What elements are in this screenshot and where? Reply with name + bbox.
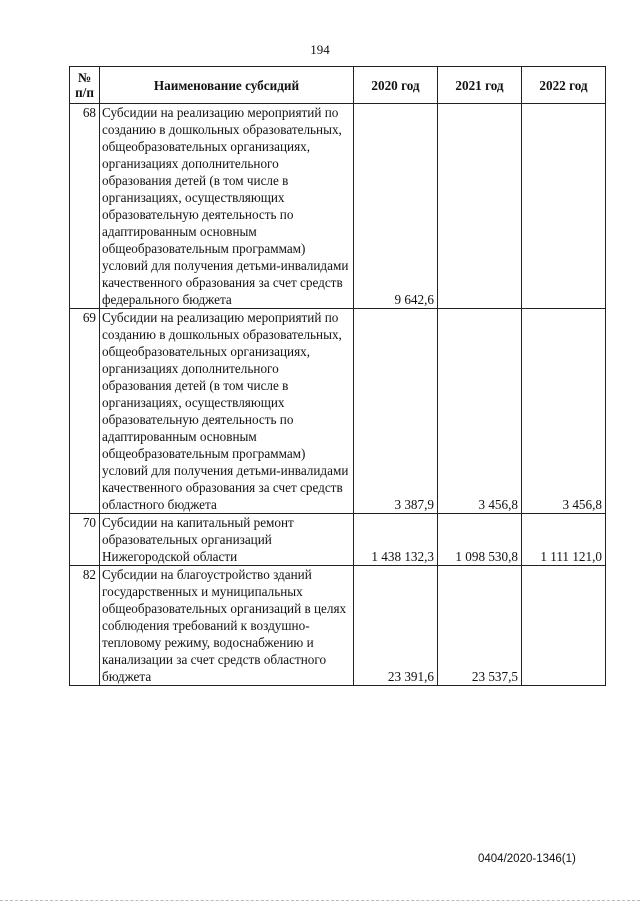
- document-code: 0404/2020-1346(1): [478, 853, 576, 865]
- row-value-2020: 23 391,6: [354, 566, 438, 686]
- scan-edge-line: [0, 900, 640, 901]
- row-number: 82: [70, 566, 100, 686]
- table-row: [70, 104, 606, 309]
- table-header-row: [70, 67, 606, 104]
- page-number: 194: [310, 42, 330, 57]
- table-row: [70, 566, 606, 686]
- row-value-2020: 3 387,9: [354, 309, 438, 514]
- row-number: 70: [70, 514, 100, 566]
- row-value-2022: 3 456,8: [522, 309, 606, 514]
- row-value-2022: [522, 104, 606, 309]
- row-value-2021: 23 537,5: [438, 566, 522, 686]
- row-value-2022: [522, 566, 606, 686]
- row-subsidy-name: Субсидии на реализацию мероприятий по созданию в дошкольных образовательных, общеобразовательных организациях, организациях дополнительного образования детей (в том числе в организациях, осуществляющих образовательную деятельность по адаптированным основным общеобразовательным программам) условий для получения детьми-инвалидами качественного образования за счет средств федерального бюджета: [100, 104, 354, 309]
- row-value-2021: 1 098 530,8: [438, 514, 522, 566]
- row-value-2020: 9 642,6: [354, 104, 438, 309]
- table-row: [70, 514, 606, 566]
- header-2020: 2020 год: [354, 67, 438, 104]
- row-value-2021: 3 456,8: [438, 309, 522, 514]
- row-value-2020: 1 438 132,3: [354, 514, 438, 566]
- row-value-2021: [438, 104, 522, 309]
- row-subsidy-name: Субсидии на капитальный ремонт образовательных организаций Нижегородской области: [100, 514, 354, 566]
- row-number: 69: [70, 309, 100, 514]
- header-2022: 2022 год: [522, 67, 606, 104]
- row-value-2022: 1 111 121,0: [522, 514, 606, 566]
- table-row: [70, 309, 606, 514]
- row-subsidy-name: Субсидии на благоустройство зданий государственных и муниципальных общеобразовательных организаций в целях соблюдения требований к воздушно-тепловому режиму, водоснабжению и канализации за счет средств областного бюджета: [100, 566, 354, 686]
- row-subsidy-name: Субсидии на реализацию мероприятий по созданию в дошкольных образовательных, общеобразовательных организациях, организациях дополнительного образования детей (в том числе в организациях, осуществляющих образовательную деятельность по адаптированным основным общеобразовательным программам) условий для получения детьми-инвалидами качественного образования за счет средств областного бюджета: [100, 309, 354, 514]
- subsidies-table: [69, 66, 606, 686]
- header-name: Наименование субсидий: [100, 67, 354, 104]
- header-number: № п/п: [70, 67, 100, 104]
- row-number: 68: [70, 104, 100, 309]
- header-2021: 2021 год: [438, 67, 522, 104]
